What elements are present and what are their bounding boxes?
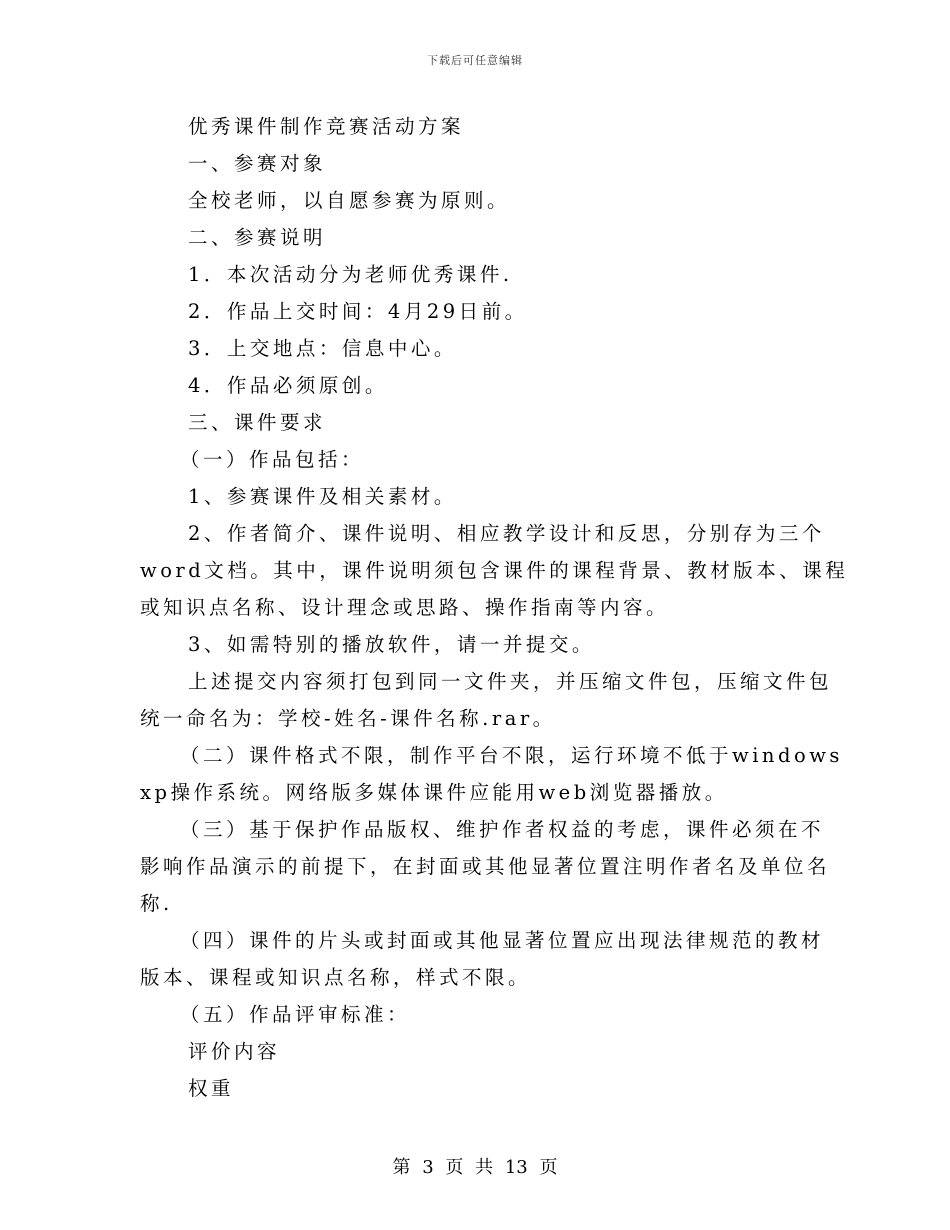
section-heading: 二、参赛说明 [188, 226, 327, 249]
paragraph: 上述提交内容须打包到同一文件夹，并压缩文件包，压缩文件包 [188, 670, 833, 693]
document-body [140, 108, 849, 1107]
subsection-paragraph: （三）基于保护作品版权、维护作者权益的考虑，课件必须在不 [180, 818, 825, 841]
subsection-paragraph: （四）课件的片头或封面或其他显著位置应出现法律规范的教材 [180, 929, 825, 952]
list-item: 3．上交地点：信息中心。 [188, 337, 457, 360]
section-heading: 一、参赛对象 [188, 152, 327, 175]
paragraph-continuation: 统一命名为：学校-姓名-课件名称.rar。 [140, 707, 556, 730]
paragraph-continuation: 或知识点名称、设计理念或思路、操作指南等内容。 [140, 596, 670, 619]
list-item: 2．作品上交时间：4月29日前。 [188, 300, 528, 323]
document-title: 优秀课件制作竞赛活动方案 [188, 115, 465, 138]
list-item: 4．作品必须原创。 [188, 374, 388, 397]
list-item: 1、参赛课件及相关素材。 [188, 485, 457, 508]
list-item: 3、如需特别的播放软件，请一并提交。 [188, 633, 595, 656]
paragraph-continuation: xp操作系统。网络版多媒体课件应能用web浏览器播放。 [140, 781, 728, 804]
section-heading: 三、课件要求 [188, 411, 327, 434]
page-header-note: 下载后可任意编辑 [427, 54, 523, 67]
page-number: 第 3 页 共 13 页 [392, 1157, 558, 1178]
table-cell-label: 评价内容 [188, 1040, 281, 1063]
subsection-heading: （五）作品评审标准： [180, 1003, 411, 1026]
subsection-heading: （一）作品包括： [180, 448, 365, 471]
paragraph-continuation: word文档。其中，课件说明须包含课件的课程背景、教材版本、课程 [140, 559, 849, 582]
paragraph-continuation: 称. [140, 892, 173, 915]
paragraph-continuation: 影响作品演示的前提下，在封面或其他显著位置注明作者名及单位名 [140, 855, 831, 878]
paragraph-continuation: 版本、课程或知识点名称，样式不限。 [140, 966, 532, 989]
list-item: 1．本次活动分为老师优秀课件. [188, 263, 513, 286]
list-item: 2、作者简介、课件说明、相应教学设计和反思，分别存为三个 [188, 522, 825, 545]
table-cell-label: 权重 [188, 1077, 235, 1100]
subsection-paragraph: （二）课件格式不限，制作平台不限，运行环境不低于windows [180, 744, 843, 767]
paragraph: 全校老师，以自愿参赛为原则。 [188, 189, 511, 212]
